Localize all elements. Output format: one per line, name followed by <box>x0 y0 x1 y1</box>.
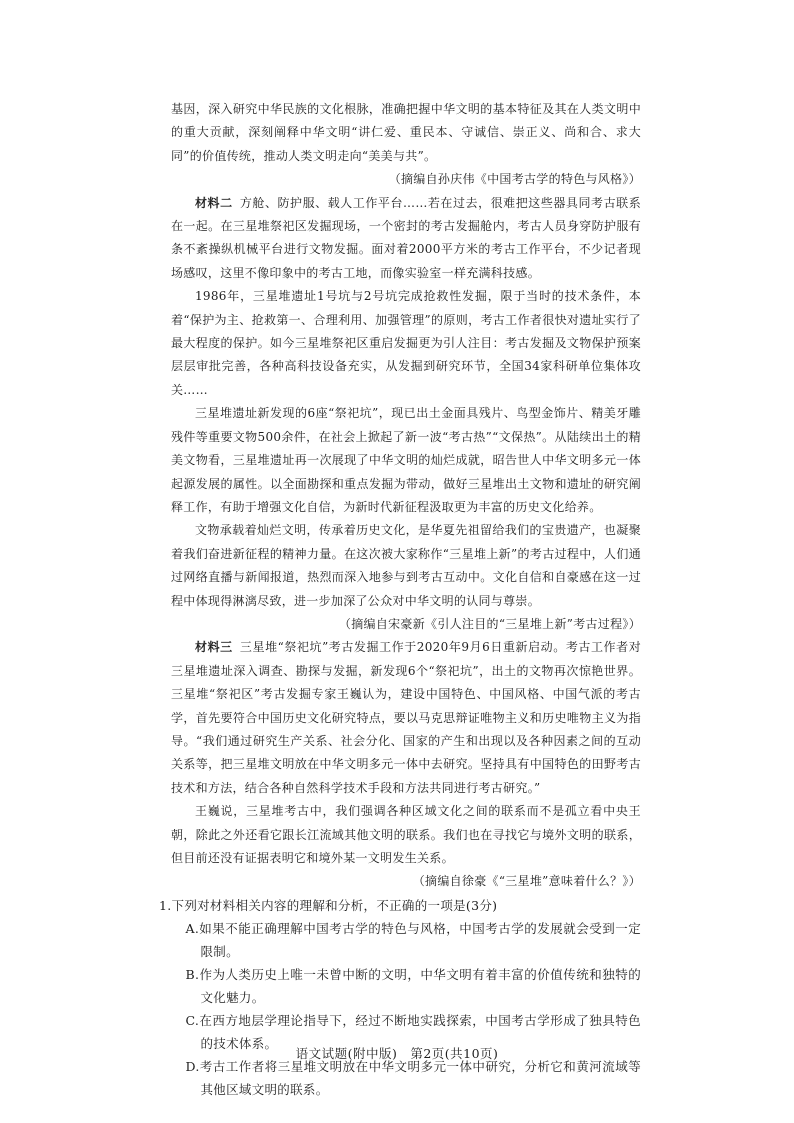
option-a: A.如果不能正确理解中国考古学的特色与风格，中国考古学的发展就会受到一定限制。 <box>185 920 641 959</box>
material-three-paragraph-2: 王巍说，三星堆考古中，我们强调各种区域文化之间的联系而不是孤立看中央王朝，除此之外还看它跟长江流域其他文明的联系。我们也在寻找它与境外文明的联系，但目前还没有证据表明它和境外某一文明发生关系。 <box>171 804 641 865</box>
material-three <box>171 636 641 870</box>
source-xu-hao: （摘编自徐豪《“三星堆”意味着什么？》） <box>412 874 641 889</box>
material-three-paragraph-1: 材料三 三星堆“祭祀坑”考古发掘工作于2020年9月6日重新启动。考古工作者对三星堆遗址深入调查、勘探与发掘，新发现6个“祭祀坑”，出土的文物再次惊艳世界。三星堆“祭祀区”考古发掘专家王巍认为，建设中国特色、中国风格、中国气派的考古学，首先要符合中国历史文化研究特点，要以马克思辩证唯物主义和历史唯物主义为指导。“我们通过研究生产关系、社会分化、国家的产生和出现以及各种因素之间的互动关系等，把三星堆文明放在中华文明多元一体中去研究。坚持具有中国特色的田野考古技术和方法，结合各种自然科学技术手段和方法共同进行考古研究。” <box>171 640 641 795</box>
option-d: D.考古工作者将三星堆文明放在中华文明多元一体中研究，分析它和黄河流域等其他区域文明的联系。 <box>185 1058 641 1097</box>
source-sun-qingwei: （摘编自孙庆伟《中国考古学的特色与风格》） <box>388 172 641 187</box>
source-song-haoxin: （摘编自宋豪新《引人注目的“三星堆上新”考古过程》） <box>338 616 641 631</box>
material-two-paragraph-3: 三星堆遗址新发现的6座“祭祀坑”，现已出土金面具残片、鸟型金饰片、精美牙雕残件等重要文物500余件，在社会上掀起了新一波“考古热”“文保热”。从陆续出土的精美文物看，三星堆遗址再一次展现了中华文明的灿烂成就，昭告世人中华文明多元一体起源发展的属性。以全面勘探和重点发掘为带动，做好三星堆出土文物和遗址的研究阐释工作，有助于增强文化自信，为新时代新征程汲取更为丰富的历史文化给养。 <box>171 406 641 514</box>
material-two-paragraph-1: 材料二 方舱、防护服、载人工作平台……若在过去，很难把这些器具同考古联系在一起。在三星堆祭祀区发掘现场，一个密封的考古发掘舱内，考古人员身穿防护服有条不紊操纵机械平台进行文物发掘。面对着2000平方米的考古工作平台，不少记者现场感叹，这里不像印象中的考古工地，而像实验室一样充满科技感。 <box>171 195 641 280</box>
material-two-paragraph-2: 1986年，三星堆遗址1号坑与2号坑完成抢救性发掘，限于当时的技术条件，本着“保护为主、抢救第一、合理利用、加强管理”的原则，考古工作者很快对遗址实行了最大程度的保护。如今三星堆祭祀区重启发掘更为引人注目：考古发掘及文物保护预案层层审批完善，各种高科技设备充实，从发掘到研究环节，全国34家科研单位集体攻关…… <box>171 289 641 397</box>
question-1 <box>159 894 641 1101</box>
question-1-stem: 1.下列对材料相关内容的理解和分析，不正确的一项是(3分) <box>159 897 498 913</box>
page-footer: 语文试题(附中版) 第2页(共10页) <box>295 1046 499 1061</box>
material-two-label: 材料二 <box>195 195 233 210</box>
intro-continuation: 基因，深入研究中华民族的文化根脉，准确把握中华文明的基本特征及其在人类文明中的重大贡献，深刻阐释中华文明“讲仁爱、重民本、守诚信、崇正义、尚和合、求大同”的价值传统，推动人类文明走向“美美与共”。 <box>171 102 641 163</box>
material-two <box>171 192 641 613</box>
option-b: B.作为人类历史上唯一未曾中断的文明，中华文明有着丰富的价值传统和独特的文化魅力。 <box>185 966 641 1005</box>
option-c: C.在西方地层学理论指导下，经过不断地实践探索，中国考古学形成了独具特色的技术体系。 <box>185 1012 641 1051</box>
material-two-paragraph-4: 文物承载着灿烂文明，传承着历史文化，是华夏先祖留给我们的宝贵遗产，也凝聚着我们奋进新征程的精神力量。在这次被大家称作“三星堆上新”的考古过程中，人们通过网络直播与新闻报道，热烈而深入地参与到考古互动中。文化自信和自豪感在这一过程中体现得淋漓尽致，进一步加深了公众对中华文明的认同与尊崇。 <box>171 523 641 608</box>
material-three-label: 材料三 <box>195 640 233 655</box>
